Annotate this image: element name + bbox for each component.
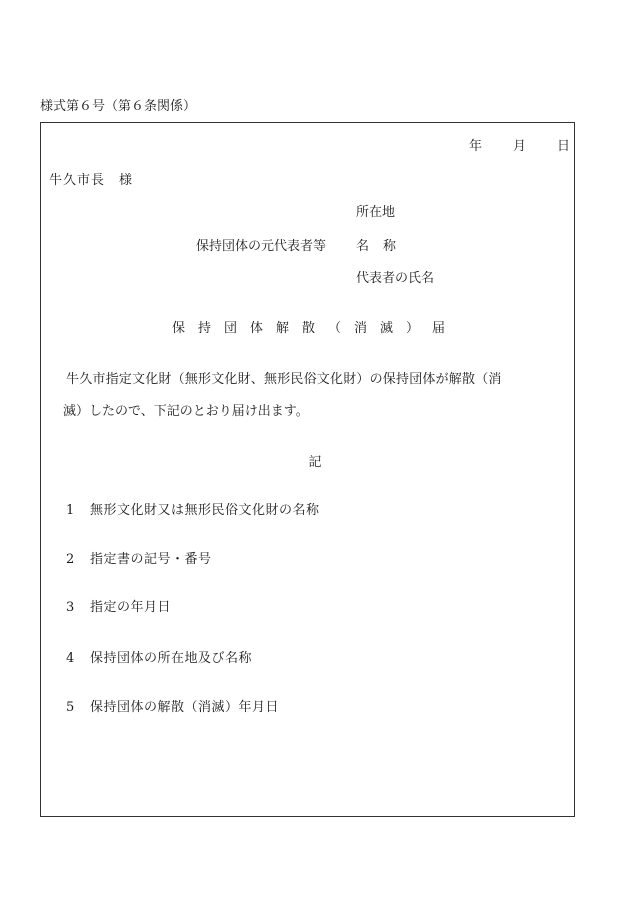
date-month-label: 月 — [513, 139, 527, 154]
list-item-number: 5 — [66, 700, 75, 715]
list-item-number: 3 — [66, 600, 75, 615]
addressee: 牛久市長 様 — [49, 173, 134, 188]
list-item-text: 指定書の記号・番号 — [90, 552, 212, 567]
list-item-number: 4 — [66, 651, 75, 666]
name-label: 名称 — [356, 239, 411, 254]
body-text-line-1: 牛久市指定文化財（無形文化財、無形民俗文化財）の保持団体が解散（消 — [66, 372, 502, 387]
list-item-text: 指定の年月日 — [90, 600, 172, 615]
document-title-text: 保持団体解散（消滅）届 — [171, 321, 458, 336]
list-item-text: 保持団体の解散（消滅）年月日 — [90, 700, 280, 715]
list-item-number: 2 — [66, 552, 75, 567]
list-item-text: 無形文化財又は無形民俗文化財の名称 — [90, 503, 320, 518]
date-year-label: 年 — [469, 139, 483, 154]
body-text-line-2: 滅）したので、下記のとおり届け出ます。 — [63, 404, 309, 419]
ki-heading: 記 — [308, 455, 322, 470]
date-day-label: 日 — [557, 139, 571, 154]
group-label: 保持団体の元代表者等 — [196, 239, 327, 254]
form-number: 様式第６号（第６条関係） — [40, 99, 197, 114]
address-label: 所在地 — [356, 205, 396, 220]
representative-label: 代表者の氏名 — [356, 271, 435, 286]
list-item-number: 1 — [66, 503, 75, 518]
document-title — [0, 321, 630, 337]
list-item-text: 保持団体の所在地及び名称 — [90, 651, 253, 666]
